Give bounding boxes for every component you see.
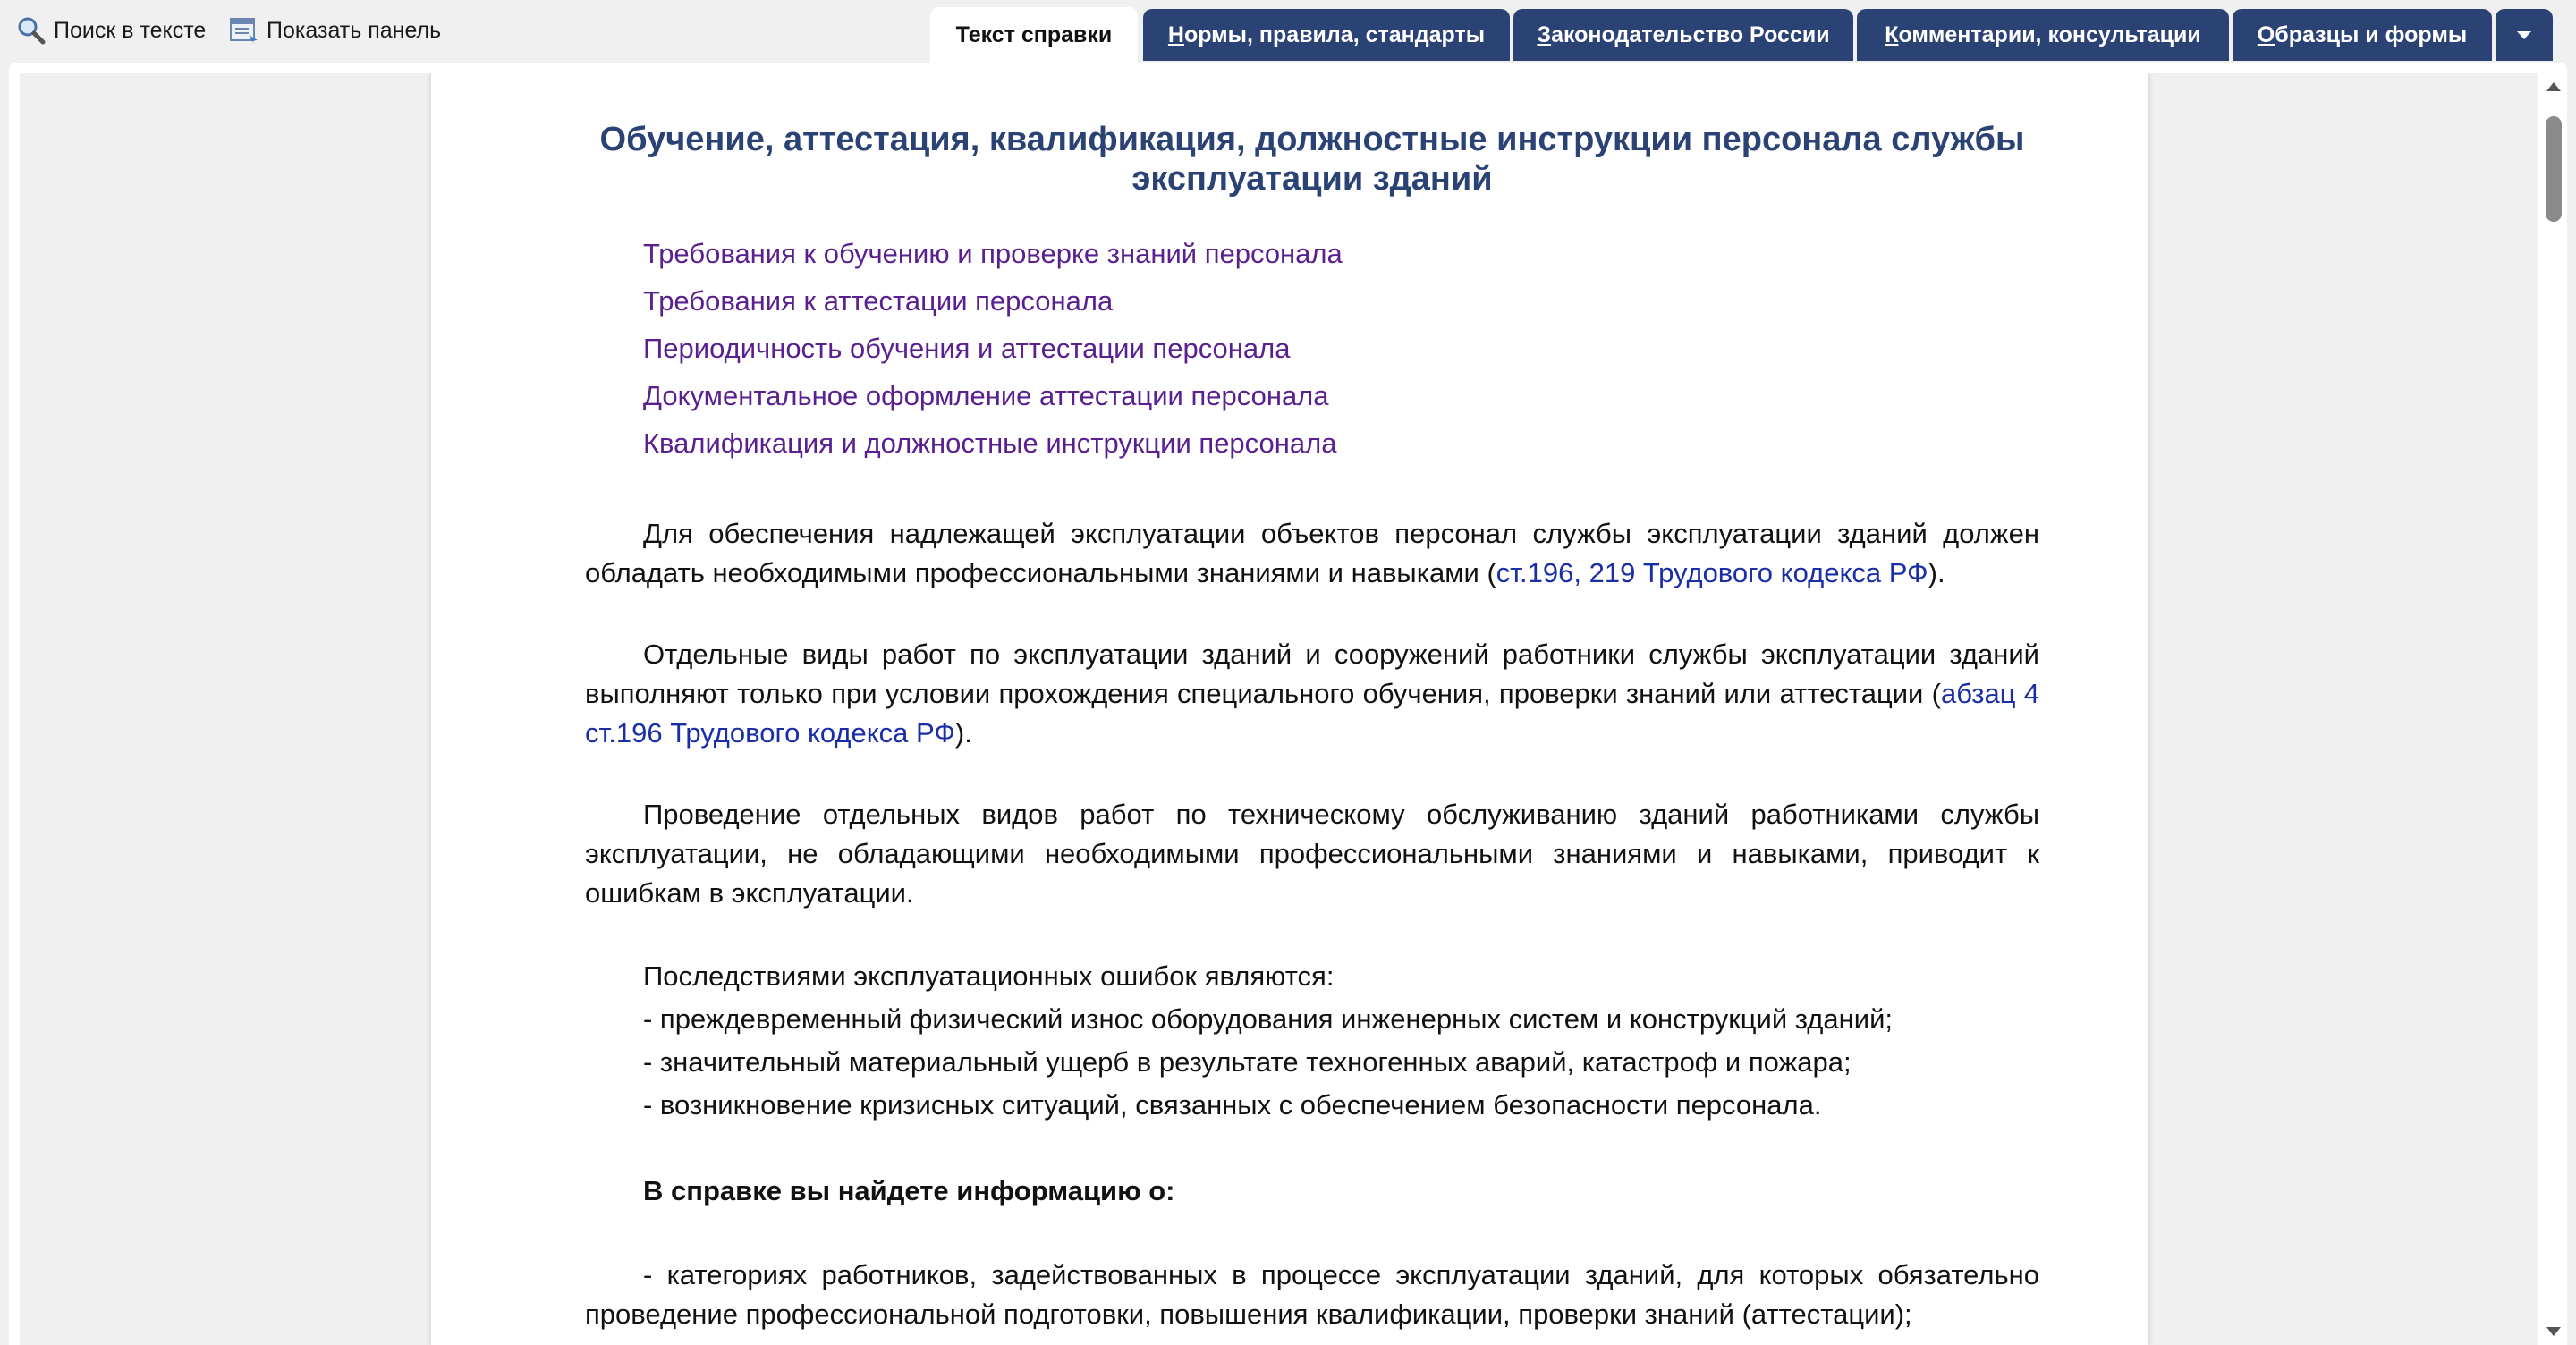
list-item: - значительный материальный ущерб в результате техногенных аварий, катастроф и пожара; [643,1046,1852,1078]
tab-norms-rules-standards[interactable] [1143,9,1510,61]
tab-help-text[interactable] [930,7,1138,63]
panel-icon [229,15,259,46]
tab-comments-label: омментарии, консультации [1898,21,2201,47]
tab-samples-label: бразцы и формы [2275,21,2468,47]
info-heading: В справке вы найдете информацию о: [643,1175,1175,1206]
tab-legislation-hotkey: З [1537,21,1552,47]
table-of-contents [585,233,2039,469]
tab-russian-legislation[interactable] [1513,9,1853,61]
scrollbar-thumb[interactable] [2546,116,2562,222]
paragraph-2-end: ). [954,717,972,749]
toc-item [585,233,2039,280]
ref-link-labor-code-196-219[interactable]: ст.196, 219 Трудового кодекса РФ [1496,557,1928,588]
tab-help-text-label: Текст справки [955,21,1113,47]
document-title: Обучение, аттестация, квалификация, должностные инструкции персонала службы эксплуатации зданий [599,121,2025,198]
tab-comments-hotkey: К [1885,21,1899,47]
list-item: - возникновение кризисных ситуаций, связанных с обеспечением безопасности персонала. [643,1089,1822,1121]
consequences-list [585,955,2039,1127]
content-frame [9,63,2567,1345]
toc-item [585,422,2039,469]
list-item: - преждевременный физический износ оборудования инженерных систем и конструкций зданий; [643,1003,1893,1035]
tabs-more-button[interactable] [2496,9,2553,61]
show-panel-label: Показать панель [267,17,442,43]
ref-link-labor-code-196-par4[interactable]: абзац 4 ст.196 Трудового кодекса РФ [585,678,2039,749]
document-content [585,120,2039,1334]
paragraph-1-text: Для обеспечения надлежащей эксплуатации объектов персонал службы эксплуатации зданий должен обладать необходимыми профессиональными знаниями и навыками ( [585,518,2039,588]
paragraph-2 [585,635,2039,753]
scroll-up-arrow-icon[interactable] [2546,82,2561,91]
tab-legislation-label: аконодательство России [1551,21,1830,47]
document-viewport [20,73,2538,1345]
toc-link-attestation[interactable]: Требования к аттестации персонала [643,285,1114,317]
toc-item [585,375,2039,422]
tab-samples-hotkey: О [2257,21,2275,47]
tab-norms-label: ормы, правила, стандарты [1183,21,1486,47]
document-page [431,73,2148,1345]
info-item: - категориях работников, задействованных в процессе эксплуатации зданий, для которых обязательно проведение профессиональной подготовки, повышения квалификации, проверки знаний (аттестации); [585,1259,2039,1330]
vertical-scrollbar[interactable] [2540,73,2567,1345]
toc-link-qualification[interactable]: Квалификация и должностные инструкции персонала [643,427,1337,459]
tab-comments-consultations[interactable] [1857,9,2229,61]
search-in-text-button[interactable] [16,13,206,48]
toc-link-documentation[interactable]: Документальное оформление аттестации персонала [643,380,1329,411]
search-in-text-label: Поиск в тексте [54,17,207,43]
consequences-intro: Последствиями эксплуатационных ошибок являются: [643,960,1335,992]
magnifier-icon [16,15,47,46]
paragraph-1-end: ). [1928,557,1945,588]
tab-norms-hotkey: Н [1167,21,1184,47]
top-toolbar [0,0,2576,63]
paragraph-1 [585,514,2039,593]
toc-link-training[interactable]: Требования к обучению и проверке знаний персонала [643,238,1343,269]
tab-samples-forms[interactable] [2233,9,2492,61]
chevron-down-icon [2517,31,2531,39]
show-panel-button[interactable] [229,13,441,48]
paragraph-2-text: Отдельные виды работ по эксплуатации зданий и сооружений работники службы эксплуатации зданий выполняют только при условии прохождения специального обучения, проверки знаний или аттестации ( [585,639,2039,709]
toc-item [585,327,2039,375]
scroll-down-arrow-icon[interactable] [2546,1327,2561,1336]
paragraph-3: Проведение отдельных видов работ по техническому обслуживанию зданий работниками службы эксплуатации, не обладающими необходимыми профессиональными знаниями и навыками, приводит к ошибкам в эксплуатации. [585,799,2039,909]
toc-item [585,280,2039,327]
toc-link-periodicity[interactable]: Периодичность обучения и аттестации персонала [643,333,1291,364]
